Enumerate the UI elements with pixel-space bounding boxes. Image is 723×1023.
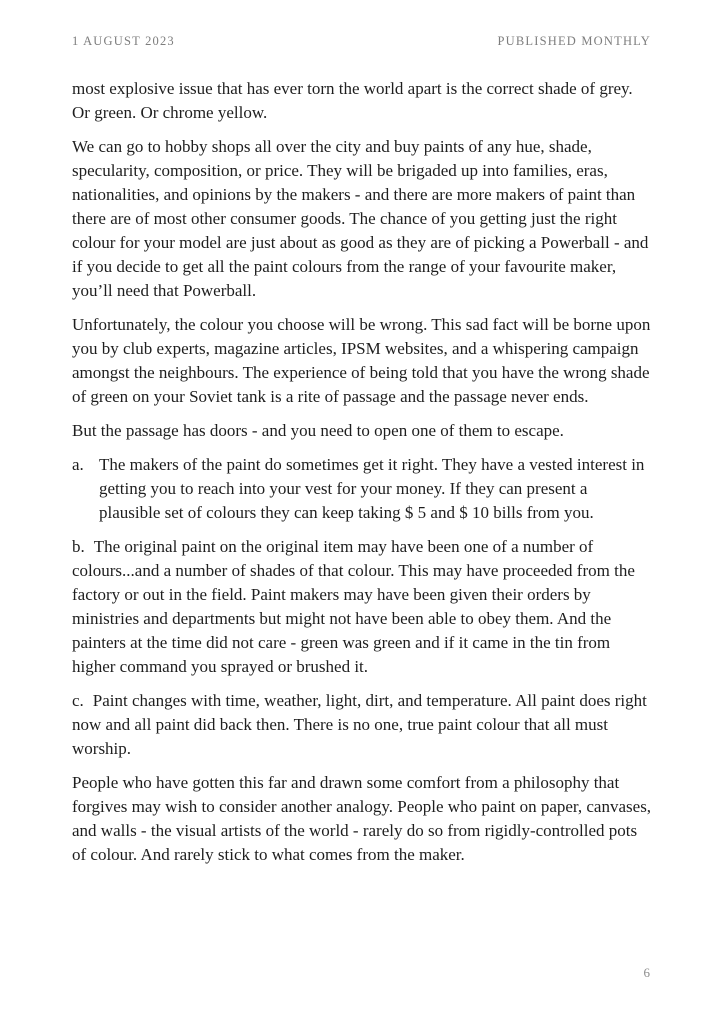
page-header bbox=[72, 34, 651, 49]
list-item: a. The makers of the paint do sometimes get it right. They have a vested interest in getting you to reach into your vest for your money. If they can present a plausible set of colours they can keep taking $ 5 and $ 10 bills from you. bbox=[72, 455, 645, 522]
issue-date: 1 AUGUST 2023 bbox=[72, 34, 175, 48]
list-marker: c. bbox=[72, 691, 84, 710]
list-marker: a. bbox=[72, 455, 84, 474]
paragraph: But the passage has doors - and you need to open one of them to escape. bbox=[72, 421, 564, 440]
paragraph: People who have gotten this far and drawn some comfort from a philosophy that forgives may wish to consider another analogy. People who paint on paper, canvases, and walls - the visual artists of the world - rarely do so from rigidly-controlled pots of colour. And rarely stick to what comes from the maker. bbox=[72, 773, 652, 864]
paragraph: We can go to hobby shops all over the city and buy paints of any hue, shade, specularity, composition, or price. They will be brigaded up into families, eras, nationalities, and opinions by the makers - and there are more makers of paint than there are of most other consumer goods. The chance of you getting just the right colour for your model are just about as good as they are of picking a Powerball - and if you decide to get all the paint colours from the range of your favourite maker, you’ll need that Powerball. bbox=[72, 137, 649, 300]
list-item: b. The original paint on the original item may have been one of a number of colours...and a number of shades of that colour. This may have proceeded from the factory or out in the field. Paint makers may have been given their orders by ministries and departments but might not have been able to obey them. And the painters at the time did not care - green was green and if it came in the tin from higher command you sprayed or brushed it. bbox=[72, 537, 635, 676]
list-item: c. Paint changes with time, weather, light, dirt, and temperature. All paint does right now and all paint did back then. There is no one, true paint colour that all must worship. bbox=[72, 691, 647, 758]
article-body bbox=[72, 77, 652, 877]
publication-frequency: PUBLISHED MONTHLY bbox=[497, 34, 651, 48]
list-marker: b. bbox=[72, 537, 85, 556]
page-number: 6 bbox=[643, 965, 650, 980]
paragraph: Unfortunately, the colour you choose will be wrong. This sad fact will be borne upon you by club experts, magazine articles, IPSM websites, and a whispering campaign amongst the neighbours. The experience of being told that you have the wrong shade of green on your Soviet tank is a rite of passage and the passage never ends. bbox=[72, 315, 651, 406]
paragraph: most explosive issue that has ever torn the world apart is the correct shade of grey. Or green. Or chrome yellow. bbox=[72, 79, 633, 122]
